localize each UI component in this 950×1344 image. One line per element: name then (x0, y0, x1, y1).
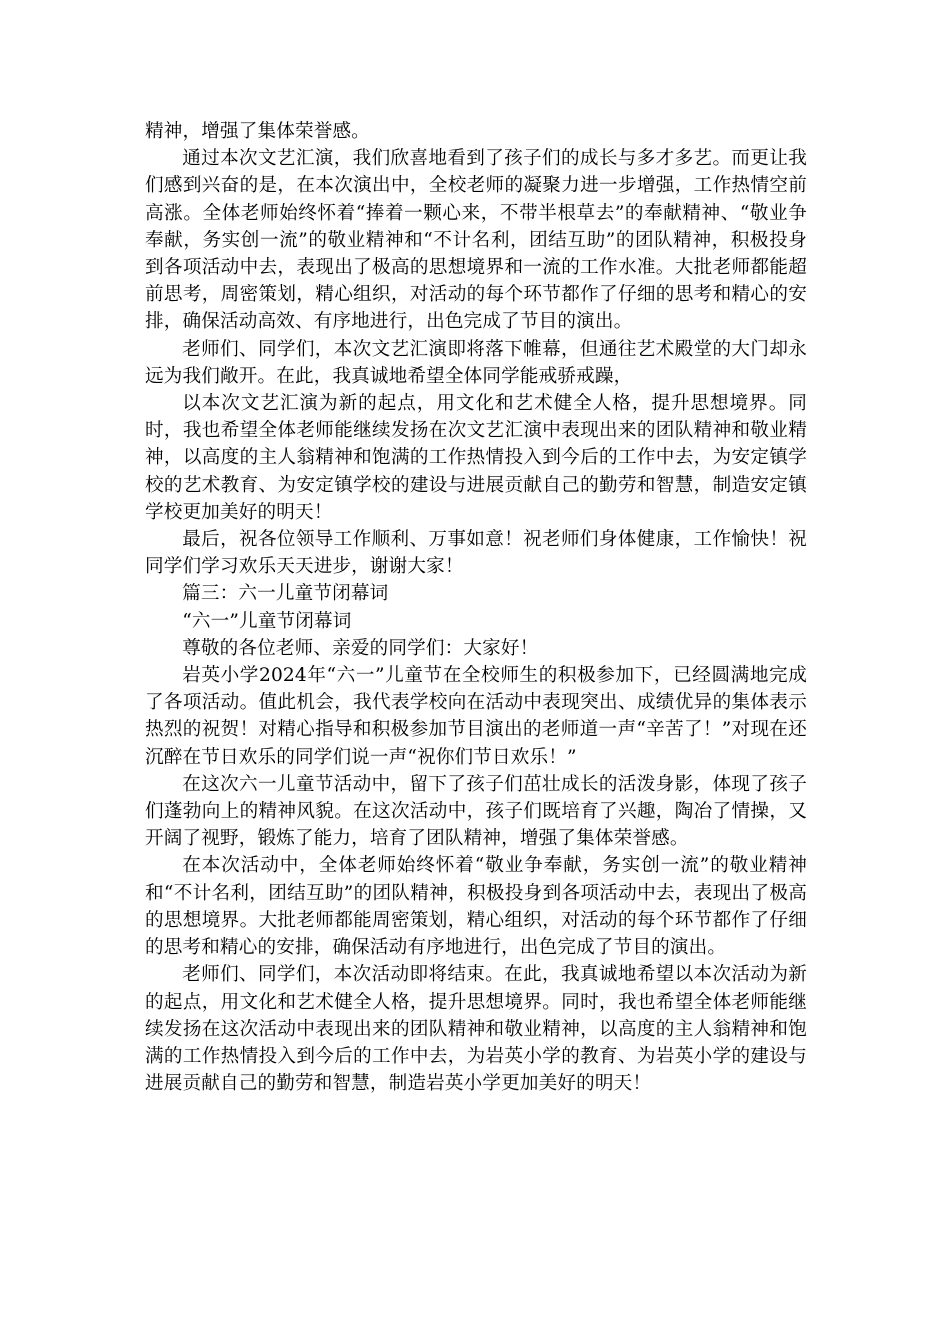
paragraph-4: 以本次文艺汇演为新的起点，用文化和艺术健全人格，提升思想境界。同时，我也希望全体老师能继续发扬在次文艺汇演中表现出来的团队精神和敬业精神，以高度的主人翁精神和饱满的工作热情投入到今后的工作中去，为安定镇学校的艺术教育、为安定镇学校的建设与进展贡献自己的勤劳和智慧，制造安定镇学校更加美好的明天！ (145, 393, 807, 523)
salutation: 尊敬的各位老师、亲爱的同学们：大家好！ (182, 637, 539, 659)
paragraph-2: 通过本次文艺汇演，我们欣喜地看到了孩子们的成长与多才多艺。而更让我们感到兴奋的是，在本次演出中，全校老师的凝聚力进一步增强，工作热情空前高涨。全体老师始终怀着“捧着一颗心来，不带半根草去”的奉献精神、“敬业争奉献，务实创一流”的敬业精神和“不计名利，团结互助”的团队精神，积极投身到各项活动中去，表现出了极高的思想境界和一流的工作水准。大批老师都能超前思考，周密策划，精心组织，对活动的每个环节都作了仔细的思考和精心的安排，确保活动高效、有序地进行，出色完成了节目的演出。 (145, 148, 807, 333)
paragraph-12: 老师们、同学们，本次活动即将结束。在此，我真诚地希望以本次活动为新的起点，用文化和艺术健全人格，提升思想境界。同时，我也希望全体老师能继续发扬在这次活动中表现出来的团队精神和敬业精神，以高度的主人翁精神和饱满的工作热情投入到今后的工作中去，为岩英小学的教育、为岩英小学的建设与进展贡献自己的勤劳和智慧，制造岩英小学更加美好的明天！ (145, 964, 807, 1095)
paragraph-9: 岩英小学2024年“六一”儿童节在全校师生的积极参加下，已经圆满地完成了各项活动。值此机会，我代表学校向在活动中表现突出、成绩优异的集体表示热烈的祝贺！对精心指导和积极参加节目演出的老师道一声“辛苦了！”对现在还沉醉在节日欢乐的同学们说一声“祝你们节日欢乐！” (145, 665, 807, 768)
section-heading: 篇三：六一儿童节闭幕词 (182, 583, 389, 605)
speech-title: “六一”儿童节闭幕词 (182, 610, 352, 632)
document-body (145, 118, 807, 1097)
paragraph-10: 在这次六一儿童节活动中，留下了孩子们茁壮成长的活泼身影，体现了孩子们蓬勃向上的精神风貌。在这次活动中，孩子们既培育了兴趣，陶冶了情操，又开阔了视野，锻炼了能力，培育了团队精神，增强了集体荣誉感。 (145, 773, 807, 850)
paragraph-5: 最后，祝各位领导工作顺利、万事如意！祝老师们身体健康，工作愉快！祝同学们学习欢乐天天进步，谢谢大家！ (145, 529, 807, 578)
paragraph-11: 在本次活动中，全体老师始终怀着“敬业争奉献，务实创一流”的敬业精神和“不计名利，团结互助”的团队精神，积极投身到各项活动中去，表现出了极高的思想境界。大批老师都能周密策划，精心组织，对活动的每个环节都作了仔细的思考和精心的安排，确保活动有序地进行，出色完成了节目的演出。 (145, 855, 807, 959)
paragraph-1: 精神，增强了集体荣誉感。 (145, 121, 370, 142)
paragraph-3: 老师们、同学们，本次文艺汇演即将落下帷幕，但通往艺术殿堂的大门却永远为我们敞开。在此，我真诚地希望全体同学能戒骄戒躁， (145, 338, 807, 387)
